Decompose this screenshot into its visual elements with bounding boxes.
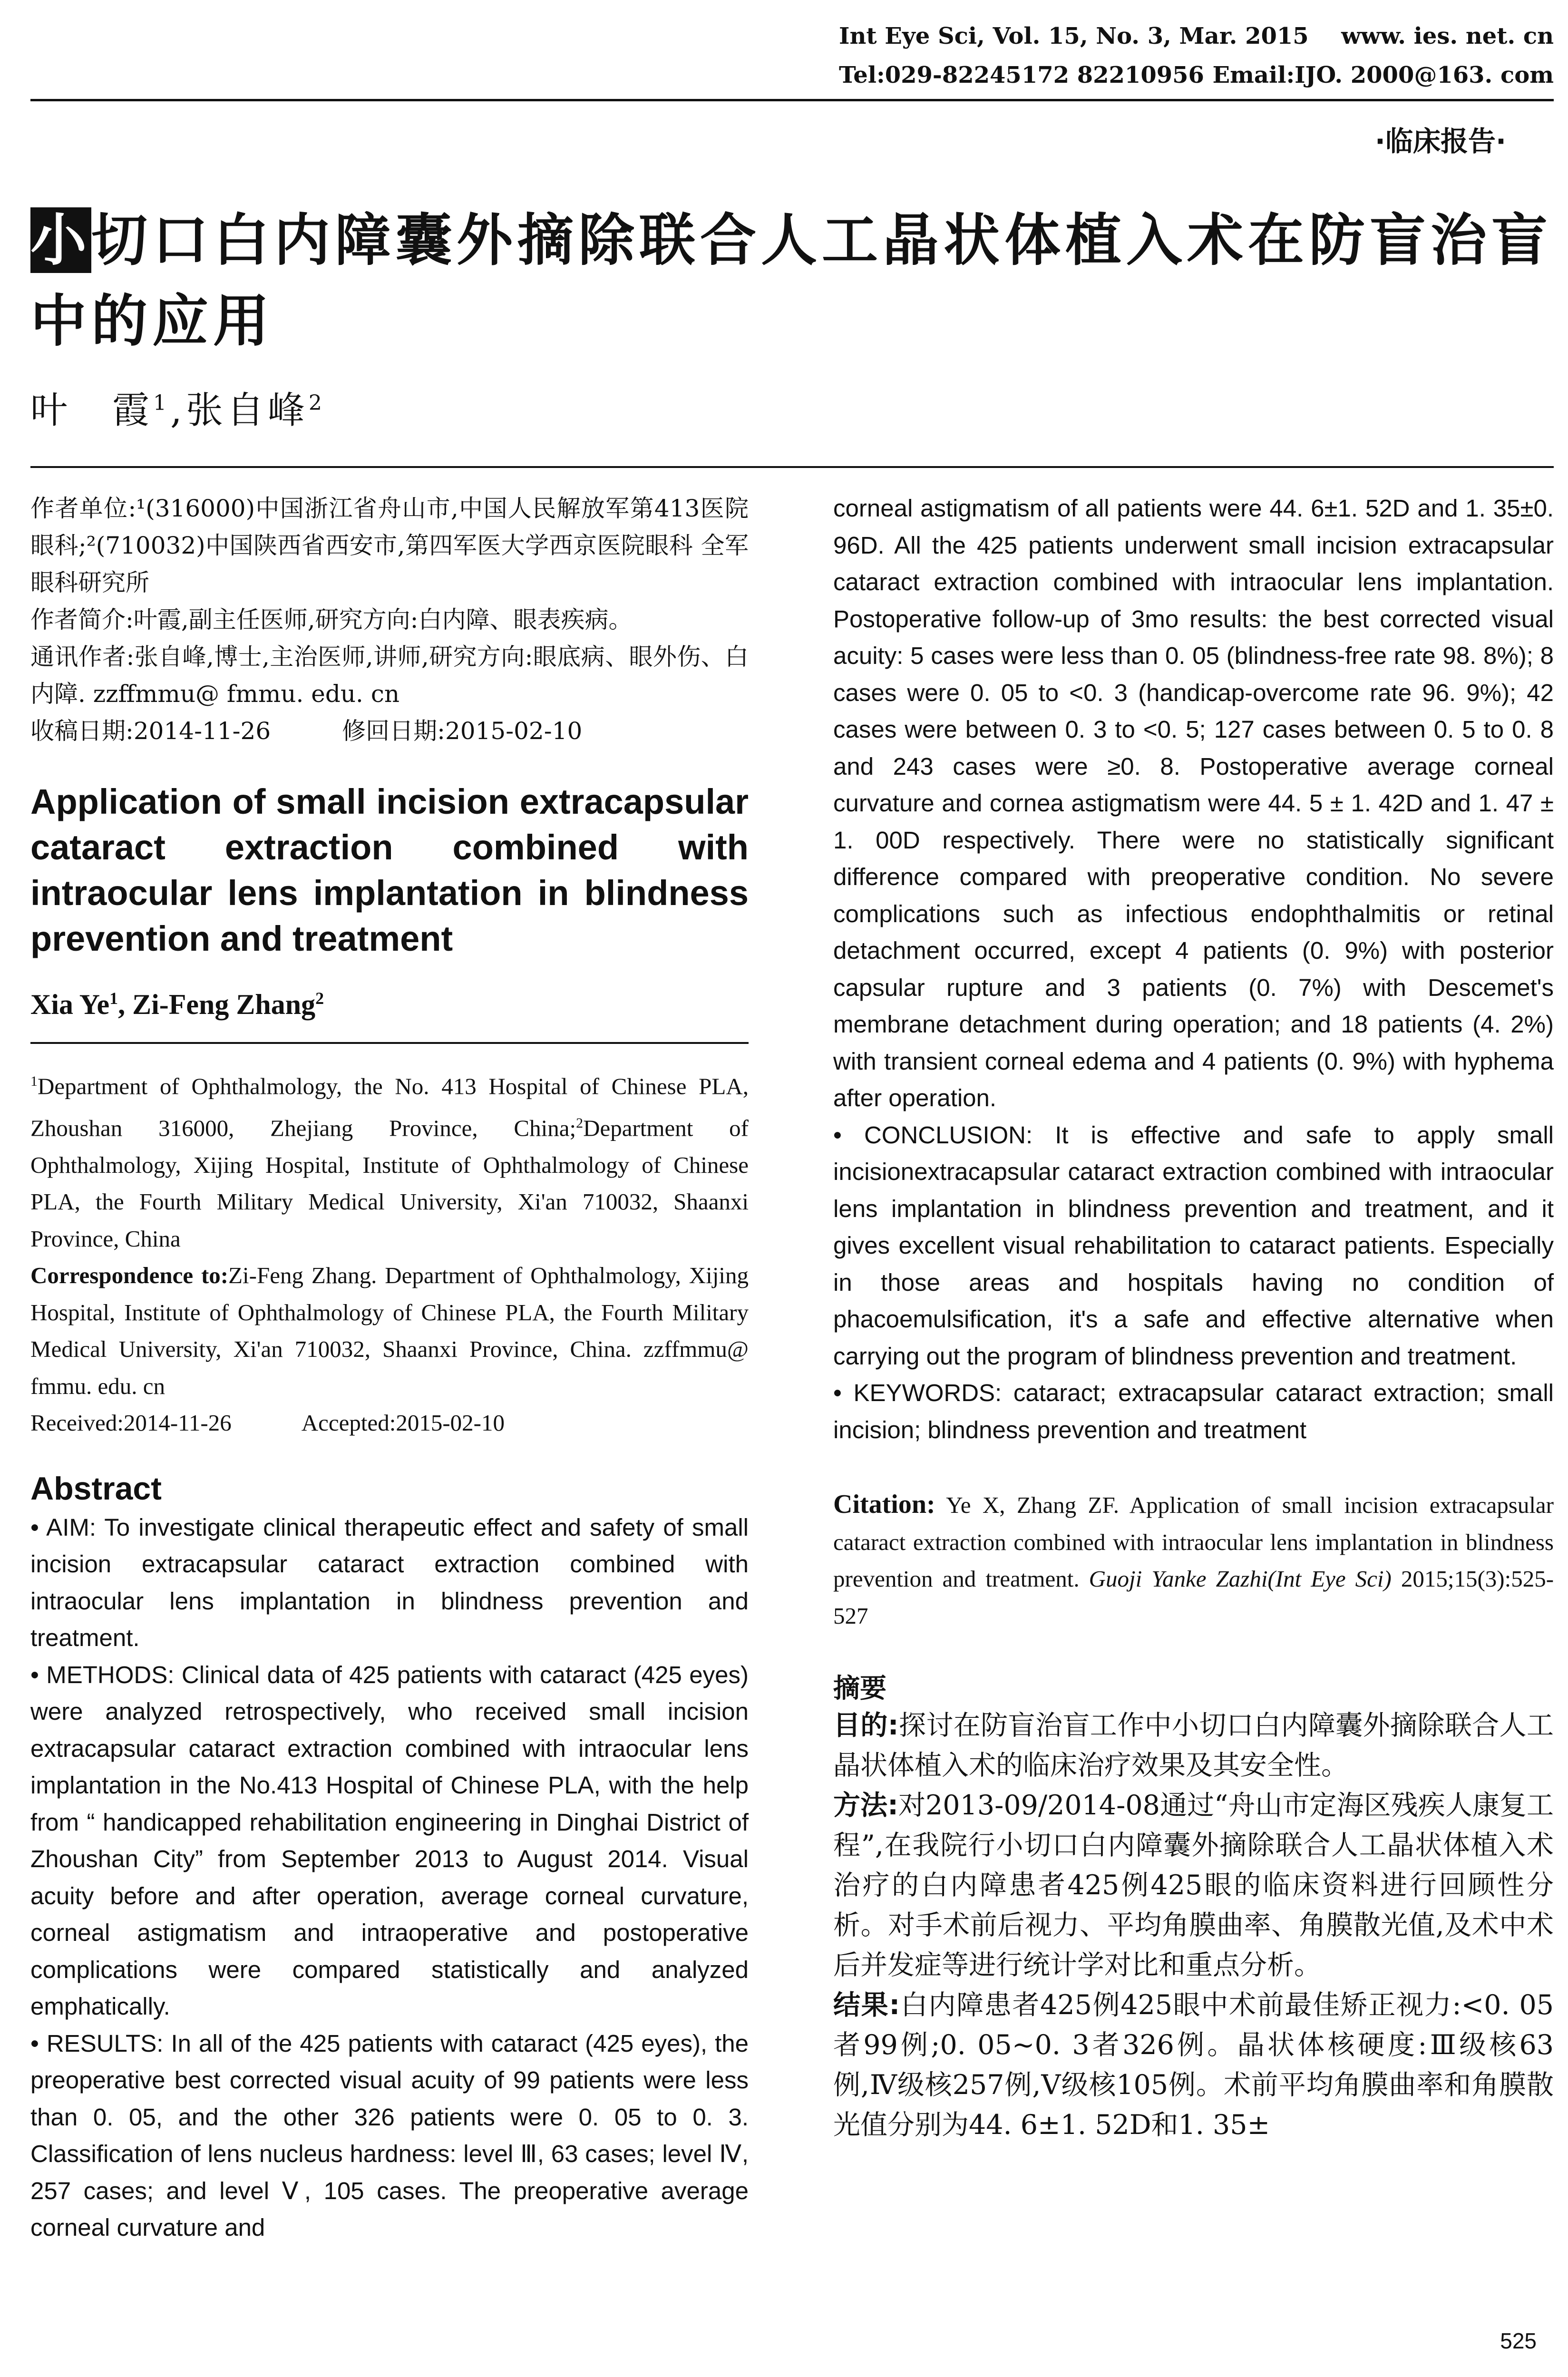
dept2: Department of Ophthalmology, Xijing Hospital, Institute of Ophthalmology of Chinese PLA, the Fourth Military Medical University, Xi'an 710032, Shaanxi Province, China [30, 1115, 749, 1252]
correspondence-text: Zi-Feng Zhang. Department of Ophthalmology, Xijing Hospital, Institute of Ophthalmology of Chinese PLA, the Fourth Military Medical University, Xi'an 710032, Shaanxi Province, China. zzffmmu@ fmmu. edu. cn [30, 1262, 749, 1399]
dept1: Department of Ophthalmology, the No. 413 Hospital of Chinese PLA, Zhoushan 316000, Zhejiang Province, China; [30, 1073, 749, 1141]
author-unit: 作者单位:¹(316000)中国浙江省舟山市,中国人民解放军第413医院眼科;²(710032)中国陕西省西安市,第四军医大学西京医院眼科 全军眼科研究所 [30, 495, 749, 596]
author-en-separator: , [118, 989, 133, 1020]
received-dates-en: Received:2014-11-26 Accepted:2015-02-10 [30, 1410, 505, 1436]
affiliations-en [30, 1042, 749, 1442]
page-number: 525 [1500, 2328, 1537, 2353]
author-cn-2-affil: 2 [308, 391, 326, 415]
journal-email[interactable]: Email:IJO. 2000@163. com [1212, 62, 1554, 88]
citation-label: Citation: [833, 1490, 935, 1519]
abstract-aim: • AIM: To investigate clinical therapeutic effect and safety of small incision extracapsular cataract extraction combined with intraocular lens implantation in blindness prevention and treatment. [30, 1513, 749, 1652]
running-header [30, 23, 1554, 104]
author-cn-1-affil: 1 [153, 391, 171, 415]
cn-methods-text: 对2013-09/2014-08通过“舟山市定海区残疾人康复工程”,在我院行小切口白内障囊外摘除联合人工晶状体植入术治疗的白内障患者425例425眼的临床资料进行回顾性分析。对手术前后视力、平均角膜曲率、角膜散光值,及术中术后并发症等进行统计学对比和重点分析。 [833, 1790, 1554, 1981]
citation-text: Ye X, Zhang ZF. Application of small incision extracapsular cataract extraction combined with intraocular lens implantation in blindness prevention and treatment. [833, 1492, 1554, 1592]
abstract-conclusion: • CONCLUSION: It is effective and safe to apply small incisionextracapsular cataract extraction combined with intraocular lens implantation in blindness prevention and treatment, and it gives excellent visual rehabilitation to cataract patients. Especially in those areas and hospitals having no condition of phacoemulsification, it's a safe and effective alternative when carrying out the program of blindness prevention and treatment. [833, 1121, 1554, 1370]
dept2-sup: 2 [576, 1115, 584, 1131]
dept1-sup: 1 [30, 1073, 38, 1089]
citation-journal: Guoji Yanke Zazhi(Int Eye Sci) [1089, 1566, 1392, 1592]
author-en-2-affil: 2 [315, 989, 324, 1008]
correspondence-label: Correspondence to: [30, 1262, 229, 1289]
abstract-heading: Abstract [30, 1470, 162, 1507]
header-rule [30, 99, 1554, 101]
journal-telephone: Tel:029-82245172 82210956 [839, 62, 1204, 88]
cn-author-info [30, 490, 749, 750]
citation [833, 1486, 1554, 1634]
cn-abstract [833, 1705, 1554, 2145]
cn-results-label: 结果: [833, 1989, 900, 2021]
title-first-char: 小 [30, 207, 92, 273]
cn-results-text: 白内障患者425例425眼中术前最佳矫正视力:<0. 05者99例;0. 05~0. 3者326例。晶状体核硬度:Ⅲ级核63例,Ⅳ级核257例,Ⅴ级核105例。术前平均角膜曲率和角膜散光值分别为44. 6±1. 52D和1. 35± [833, 1989, 1554, 2141]
author-bio: 作者简介:叶霞,副主任医师,研究方向:白内障、眼表疾病。 [30, 606, 633, 633]
abstract-keywords: • KEYWORDS: cataract; extracapsular cataract extraction; small incision; blindness prevention and treatment [833, 1379, 1554, 1443]
authors-en [30, 988, 749, 1021]
title-rule [30, 466, 1554, 468]
author-en-1: Xia Ye [30, 989, 110, 1020]
left-column [30, 490, 749, 2246]
right-column [833, 490, 1554, 2145]
citation-volume: 2015;15(3):525-527 [833, 1566, 1554, 1629]
article-title-cn [30, 200, 1557, 361]
abstract-methods: • METHODS: Clinical data of 425 patients with cataract (425 eyes) were analyzed retrospectively, who received small incision extracapsular cataract extraction combined with intraocular lens implantation in the No.413 Hospital of Chinese PLA, with the help from “ handicapped rehabilitation engineering in Dinghai District of Zhoushan City” from September 2013 to August 2014. Visual acuity before and after operation, average corneal curvature, corneal astigmatism and intraoperative and postoperative complications were compared statistically and analyzed emphatically. [30, 1661, 749, 2020]
abstract-left [30, 1509, 749, 2246]
affiliation-depts [30, 1063, 749, 1257]
journal-url[interactable]: www. ies. net. cn [1341, 23, 1554, 49]
abstract-results-part2: corneal astigmatism of all patients were 44. 6±1. 52D and 1. 35±0. 96D. All the 425 patients underwent small incision extracapsular cataract extraction combined with intraocular lens implantation. Postoperative follow-up of 3mo results: the best corrected visual acuity: 5 cases were less than 0. 05 (blindness-free rate 98. 8%); 8 cases were 0. 05 to <0. 3 (handicap-overcome rate 96. 9%); 42 cases were between 0. 3 to <0. 5; 127 cases between 0. 5 to 0. 8 and 243 cases were ≥0. 8. Postoperative average corneal curvature and cornea astigmatism were 44. 5 ± 1. 42D and 1. 47 ± 1. 00D respectively. There were no statistically significant difference compared with preoperative condition. No severe complications such as infectious endophthalmitis or retinal detachment occurred, except 4 patients (0. 9%) with posterior capsular rupture and 3 patients (0. 7%) with Descemet's membrane detachment during operation; and 18 patients (4. 2%) with transient corneal edema and 4 patients (0. 9%) with hyphema after operation. [833, 495, 1554, 1111]
author-en-2: Zi-Feng Zhang [132, 989, 316, 1020]
abstract-right [833, 490, 1554, 1448]
author-cn-1: 叶 霞 [30, 389, 154, 432]
author-separator: , [170, 389, 186, 432]
journal-citation-line: Int Eye Sci, Vol. 15, No. 3, Mar. 2015 [839, 23, 1309, 49]
cn-aim-text: 探讨在防盲治盲工作中小切口白内障囊外摘除联合人工晶状体植入术的临床治疗效果及其安全性。 [833, 1710, 1554, 1781]
cn-abstract-aim [833, 1705, 1554, 1785]
correspondence-en [30, 1257, 749, 1404]
cn-aim-label: 目的: [833, 1710, 899, 1741]
author-en-1-affil: 1 [109, 989, 118, 1008]
authors-cn [30, 380, 326, 434]
corresponding-author-cn: 通讯作者:张自峰,博士,主治医师,讲师,研究方向:眼底病、眼外伤、白内障. zzffmmu@ fmmu. edu. cn [30, 643, 749, 708]
title-rest: 切口白内障囊外摘除联合人工晶状体植入术在防盲治盲中的应用 [30, 207, 1553, 354]
author-cn-2: 张自峰 [185, 389, 309, 432]
cn-abstract-results [833, 1985, 1554, 2145]
cn-abstract-methods [833, 1785, 1554, 1985]
received-dates-cn: 收稿日期:2014-11-26 修回日期:2015-02-10 [30, 717, 583, 745]
section-tag: ·临床报告· [1374, 125, 1506, 157]
cn-methods-label: 方法: [833, 1790, 898, 1821]
cn-abstract-heading: 摘要 [833, 1673, 886, 1704]
article-title-en: Application of small incision extracapsular cataract extraction combined with intraocular lens implantation in blindness prevention and treatment [30, 782, 749, 958]
abstract-results-part1: • RESULTS: In all of the 425 patients with cataract (425 eyes), the preoperative best corrected visual acuity of 99 patients were less than 0. 05, and the other 326 patients were 0. 05 to 0. 3. Classification of lens nucleus hardness: level Ⅲ, 63 cases; level Ⅳ, 257 cases; and level Ⅴ, 105 cases. The preoperative average corneal curvature and [30, 2029, 749, 2241]
